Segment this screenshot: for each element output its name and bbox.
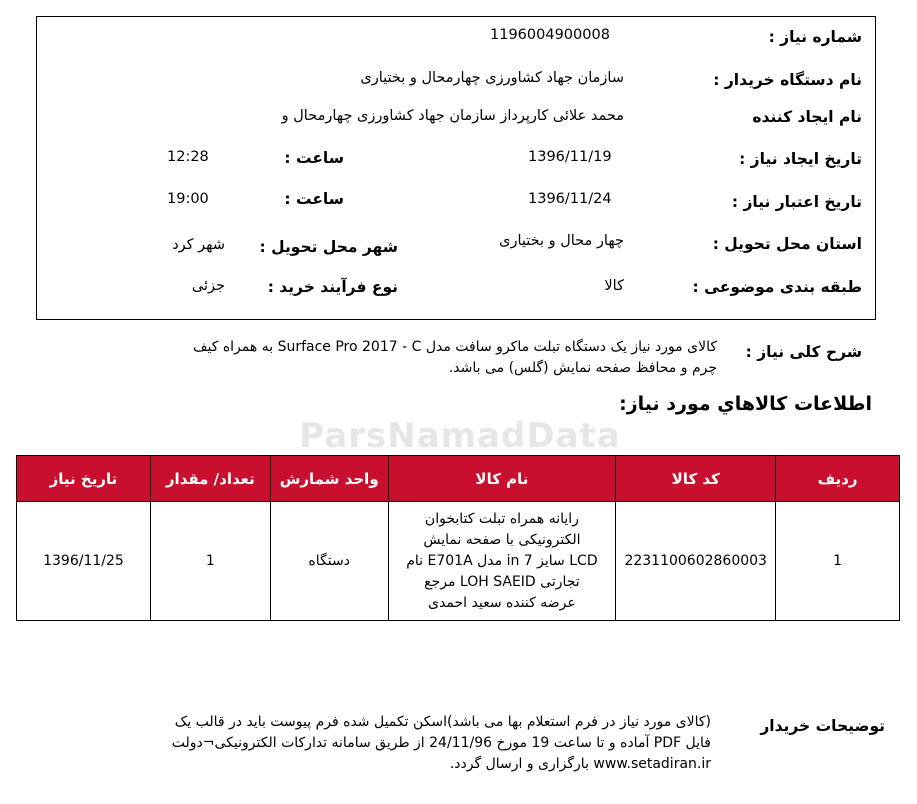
cell-need-date: 1396/11/25	[17, 502, 151, 621]
buyer-notes-line: (کالای مورد نیاز در فرم استعلام بها می باشد)اسکن تکمیل شده فرم پیوست باید در قالب یک	[174, 714, 711, 730]
summary-label: شرح کلی نیاز :	[745, 343, 862, 361]
created-date-label: تاریخ ایجاد نیاز :	[739, 150, 862, 168]
created-time-label: ساعت :	[284, 149, 344, 167]
process: جزئی	[191, 278, 225, 294]
process-label: نوع فرآیند خرید :	[267, 278, 398, 296]
col-header-unit: واحد شمارش	[270, 456, 388, 502]
buyer-notes-line: www.setadiran.ir بارگزاری و ارسال گردد.	[449, 756, 711, 772]
goods-section-title: اطلاعات کالاهاي مورد نياز:	[619, 393, 872, 415]
watermark-brand: ParsNamadData	[299, 416, 621, 456]
table-row	[17, 502, 900, 621]
province-label: استان محل تحویل :	[712, 235, 862, 253]
creator-label: نام ایجاد کننده	[752, 108, 862, 126]
created-date: 1396/11/19	[528, 149, 612, 165]
validity-time-label: ساعت :	[284, 190, 344, 208]
cell-quantity: 1	[150, 502, 270, 621]
cell-goods-name	[388, 502, 616, 621]
summary-line: چرم و محافظ صفحه نمایش (گلس) می باشد.	[448, 360, 717, 376]
goods-name-line: عرضه کننده سعید احمدی	[428, 594, 576, 611]
goods-name-line: LCD سایز in 7 مدل E701A نام	[406, 552, 598, 569]
summary-line: کالای مورد نیاز یک دستگاه تبلت ماکرو سافت مدل Surface Pro 2017 - C به همراه کیف	[193, 339, 717, 355]
goods-name-line: الکترونیکی با صفحه نمایش	[423, 531, 581, 548]
goods-name-line: تجارتی LOH SAEID مرجع	[424, 573, 580, 590]
col-header-row-number: ردیف	[776, 456, 900, 502]
validity-date: 1396/11/24	[528, 191, 612, 207]
summary-text	[147, 337, 717, 379]
validity-time: 19:00	[167, 191, 209, 207]
validity-date-label: تاریخ اعتبار نیاز :	[731, 193, 862, 211]
need-info-box	[36, 16, 876, 320]
buyer-notes-label: توضیحات خریدار	[760, 717, 885, 735]
buyer-org: سازمان جهاد کشاورزی چهارمحال و بختیاری	[360, 70, 624, 86]
province: چهار محال و بختیاری	[499, 233, 624, 249]
col-header-goods-code: کد کالا	[616, 456, 776, 502]
cell-goods-code: 2231100602860003	[616, 502, 776, 621]
city-label: شهر محل تحویل :	[259, 238, 398, 256]
cell-row-number: 1	[776, 502, 900, 621]
buyer-notes-text	[31, 712, 711, 775]
cell-unit: دستگاه	[270, 502, 388, 621]
category-label: طبقه بندی موضوعی :	[692, 278, 862, 296]
table-header-row	[17, 456, 900, 502]
created-time: 12:28	[167, 149, 209, 165]
need-number: 1196004900008	[490, 27, 610, 43]
buyer-org-label: نام دستگاه خریدار :	[713, 71, 862, 89]
goods-table	[16, 455, 900, 621]
col-header-quantity: تعداد/ مقدار	[150, 456, 270, 502]
col-header-need-date: تاریخ نیاز	[17, 456, 151, 502]
city: شهر کرد	[172, 237, 225, 253]
goods-name-line: رایانه همراه تبلت کتابخوان	[424, 510, 579, 527]
category: کالا	[604, 278, 624, 294]
buyer-notes-line: فایل PDF آماده و تا ساعت 19 مورخ 24/11/96 از طریق سامانه تدارکات الکترونیکی¬دولت	[171, 735, 711, 751]
creator: محمد علائی کارپرداز سازمان جهاد کشاورزی چهارمحال و	[281, 108, 624, 124]
col-header-goods-name: نام کالا	[388, 456, 616, 502]
need-number-label: شماره نیاز :	[768, 28, 862, 46]
